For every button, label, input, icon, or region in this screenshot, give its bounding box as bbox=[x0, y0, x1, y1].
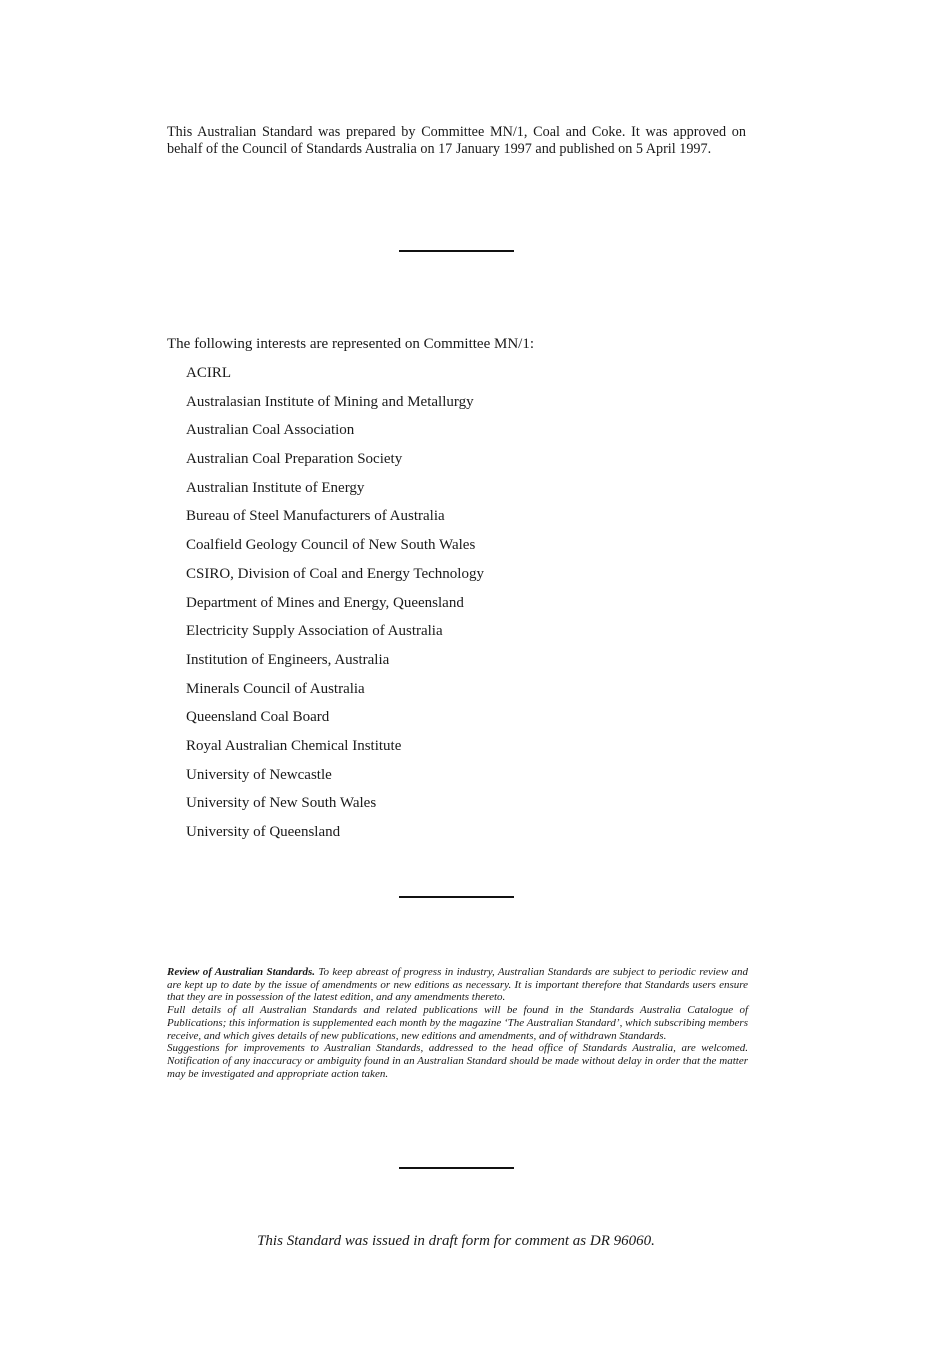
list-item: Minerals Council of Australia bbox=[186, 680, 365, 697]
section-divider bbox=[399, 896, 514, 898]
list-item: ACIRL bbox=[186, 365, 231, 381]
list-item: Coalfield Geology Council of New South Wales bbox=[186, 537, 476, 554]
section-divider bbox=[399, 250, 514, 252]
list-item: University of Newcastle bbox=[186, 766, 332, 783]
review-paragraph bbox=[167, 966, 748, 1004]
list-item: Royal Australian Chemical Institute bbox=[186, 737, 402, 754]
list-item: CSIRO, Division of Coal and Energy Technology bbox=[186, 565, 484, 582]
review-title: Review of Australian Standards. bbox=[167, 966, 316, 978]
list-item: Bureau of Steel Manufacturers of Australia bbox=[186, 508, 445, 525]
list-item: Australian Coal Preparation Society bbox=[186, 451, 403, 468]
list-item: Electricity Supply Association of Australia bbox=[186, 623, 443, 640]
list-item: University of Queensland bbox=[186, 824, 341, 840]
list-item: Australian Coal Association bbox=[186, 422, 355, 439]
section-divider bbox=[399, 1167, 514, 1169]
review-paragraph: Suggestions for improvements to Australian Standards, addressed to the head office of Standards Australia, are welcomed. Notification of any inaccuracy or ambiguity found in an Australian Standard should be made without delay in order that the matter may be investigated and appropriate action taken. bbox=[167, 1042, 748, 1080]
committee-member-list bbox=[186, 364, 484, 852]
review-text: To keep abreast of progress in industry, Australian Standards are subject to periodic review and are kept up to date by the issue of amendments or new editions as necessary. It is important therefore that Standards users ensure that they are in possession of the latest edition, and any amendments thereto. bbox=[167, 966, 748, 1004]
list-item: Department of Mines and Energy, Queensland bbox=[186, 594, 464, 611]
list-item: University of New South Wales bbox=[186, 795, 377, 812]
draft-note: This Standard was issued in draft form for comment as DR 96060. bbox=[257, 1233, 655, 1249]
list-item: Australian Institute of Energy bbox=[186, 479, 365, 496]
committee-heading: The following interests are represented on Committee MN/1: bbox=[167, 336, 534, 352]
preparation-statement: This Australian Standard was prepared by Committee MN/1, Coal and Coke. It was approved on behalf of the Council of Standards Australia on 17 January 1997 and published on 5 April 1997. bbox=[167, 124, 746, 157]
list-item: Institution of Engineers, Australia bbox=[186, 651, 390, 668]
list-item: Queensland Coal Board bbox=[186, 709, 330, 726]
review-notice bbox=[167, 966, 748, 1080]
review-paragraph: Full details of all Australian Standards and related publications will be found in the Standards Australia Catalogue of Publications; this information is supplemented each month by the magazine ‘The Australian Standard’, which subscribing members receive, and which gives details of new publications, new editions and amendments, and of withdrawn Standards. bbox=[167, 1004, 748, 1042]
list-item: Australasian Institute of Mining and Metallurgy bbox=[186, 393, 474, 410]
